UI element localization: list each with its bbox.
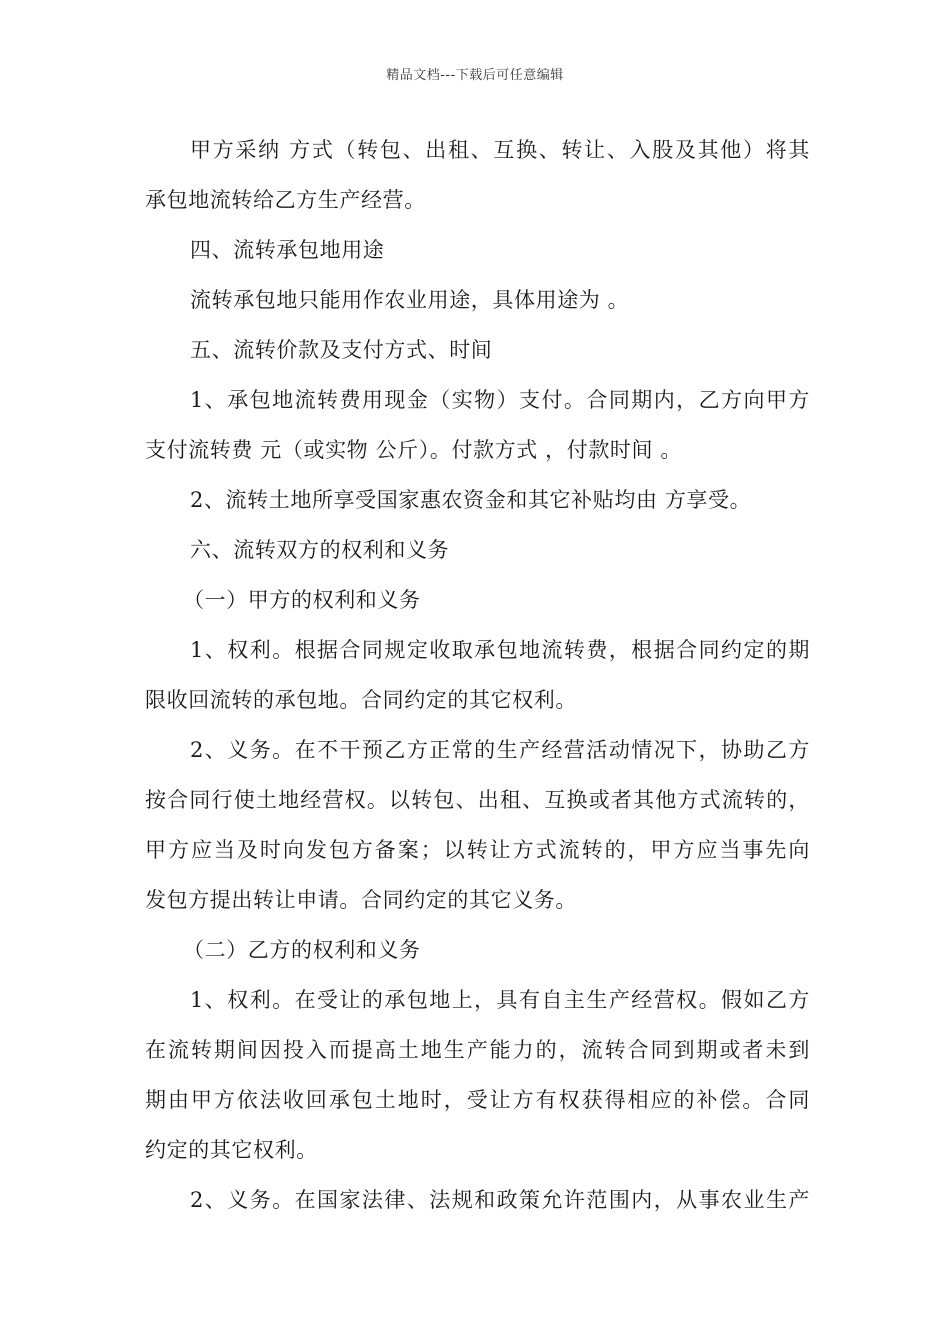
paragraph-line: 甲方应当及时向发包方备案；以转让方式流转的，甲方应当事先向 — [145, 838, 810, 862]
paragraph-line: 1、承包地流转费用现金（实物）支付。合同期内，乙方向甲方 — [190, 388, 810, 412]
section-heading: 六、流转双方的权利和义务 — [190, 538, 450, 562]
paragraph-line: 期由甲方依法收回承包土地时，受让方有权获得相应的补偿。合同 — [145, 1088, 810, 1112]
section-heading: 五、流转价款及支付方式、时间 — [190, 338, 493, 362]
paragraph-line: 流转承包地只能用作农业用途，具体用途为 。 — [190, 288, 630, 312]
paragraph-line: 甲方采纳 方式（转包、出租、互换、转让、入股及其他）将其 — [190, 138, 810, 162]
paragraph-line: 限收回流转的承包地。合同约定的其它权利。 — [145, 688, 577, 712]
paragraph-line: 按合同行使土地经营权。以转包、出租、互换或者其他方式流转的， — [145, 788, 810, 812]
paragraph-line: 2、义务。在不干预乙方正常的生产经营活动情况下，协助乙方 — [190, 738, 810, 762]
document-body — [145, 131, 810, 1231]
paragraph-line: 2、流转土地所享受国家惠农资金和其它补贴均由 方享受。 — [190, 488, 752, 512]
page-header: 精品文档---下载后可任意编辑 — [386, 68, 564, 83]
section-heading: 四、流转承包地用途 — [190, 238, 385, 262]
subsection-heading: （一）甲方的权利和义务 — [183, 588, 421, 612]
paragraph-line: 1、权利。根据合同规定收取承包地流转费，根据合同约定的期 — [190, 638, 810, 662]
paragraph-line: 约定的其它权利。 — [145, 1138, 318, 1162]
paragraph-line: 发包方提出转让申请。合同约定的其它义务。 — [145, 888, 577, 912]
paragraph-line: 在流转期间因投入而提高土地生产能力的，流转合同到期或者未到 — [145, 1038, 810, 1062]
subsection-heading: （二）乙方的权利和义务 — [183, 938, 421, 962]
paragraph-line: 1、权利。在受让的承包地上，具有自主生产经营权。假如乙方 — [190, 988, 810, 1012]
paragraph-line: 支付流转费 元（或实物 公斤）。付款方式 ，付款时间 。 — [145, 438, 682, 462]
paragraph-line: 承包地流转给乙方生产经营。 — [145, 188, 426, 212]
paragraph-line: 2、义务。在国家法律、法规和政策允许范围内，从事农业生产 — [190, 1188, 810, 1212]
